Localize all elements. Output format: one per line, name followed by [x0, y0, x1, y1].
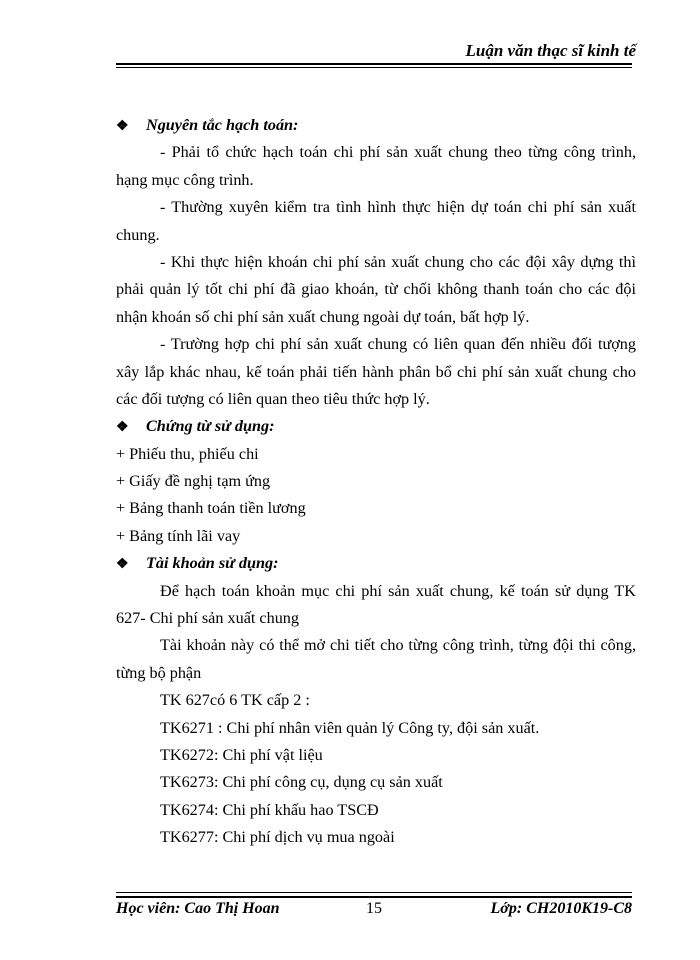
- paragraph-line: từng bộ phận: [116, 663, 202, 682]
- account-item: TK6277: Chi phí dịch vụ mua ngoài: [160, 828, 395, 847]
- list-item: + Giấy đề nghị tạm ứng: [116, 472, 271, 491]
- footer-student-name: Học viên: Cao Thị Hoan: [116, 900, 280, 917]
- account-item: TK6274: Chi phí khấu hao TSCĐ: [160, 800, 379, 819]
- page-body: [116, 112, 636, 852]
- account-intro: TK 627có 6 TK cấp 2 :: [160, 691, 310, 710]
- paragraph-line: xây lắp khác nhau, kế toán phải tiến hành phân bổ chi phí sản xuất chung cho: [116, 362, 636, 381]
- paragraph-line: chung.: [116, 225, 160, 244]
- paragraph-line: - Khi thực hiện khoán chi phí sản xuất chung cho các đội xây dựng thì: [160, 252, 636, 271]
- page-footer: [116, 900, 632, 922]
- footer-class-code: Lớp: CH2010K19-C8: [490, 900, 632, 917]
- paragraph-line: các đối tượng có liên quan theo tiêu thức hợp lý.: [116, 389, 430, 408]
- paragraph-line: - Trường hợp chi phí sản xuất chung có liên quan đến nhiều đối tượng: [160, 335, 636, 354]
- diamond-bullet-icon: ❖: [116, 420, 129, 436]
- paragraph-line: hạng mục công trình.: [116, 170, 254, 189]
- account-item: TK6273: Chi phí công cụ, dụng cụ sản xuất: [160, 773, 443, 792]
- paragraph-line: Để hạch toán khoản mục chi phí sản xuất chung, kế toán sử dụng TK: [160, 581, 636, 600]
- heading-text: Nguyên tắc hạch toán:: [146, 116, 299, 134]
- heading-text: Chứng từ sử dụng:: [146, 417, 275, 436]
- paragraph-line: 627- Chi phí sản xuất chung: [116, 609, 299, 628]
- list-item: + Bảng tính lãi vay: [116, 526, 241, 545]
- section-heading-tai-khoan: [116, 550, 636, 577]
- footer-rule-thick: [116, 896, 632, 898]
- account-item: TK6272: Chi phí vật liệu: [160, 745, 323, 764]
- paragraph-line: - Thường xuyên kiểm tra tình hình thực hiện dự toán chi phí sản xuất: [160, 198, 636, 217]
- diamond-bullet-icon: ❖: [116, 119, 129, 134]
- paragraph-line: Tài khoản này có thể mở chi tiết cho từng công trình, từng đội thi công,: [160, 636, 636, 655]
- header-rule-thick: [116, 63, 632, 65]
- paragraph-line: nhận khoán số chi phí sản xuất chung ngoài dự toán, bất hợp lý.: [116, 307, 530, 326]
- diamond-bullet-icon: ❖: [116, 557, 129, 573]
- account-item: TK6271 : Chi phí nhân viên quản lý Công ty, đội sản xuất.: [160, 718, 540, 737]
- list-item: + Bảng thanh toán tiền lương: [116, 499, 306, 518]
- page-number: 15: [366, 900, 382, 917]
- heading-text: Tài khoản sử dụng:: [146, 554, 279, 573]
- paragraph-line: phải quản lý tốt chi phí đã giao khoán, từ chối không thanh toán cho các đội: [116, 280, 636, 299]
- header-rule-thin: [116, 67, 632, 68]
- footer-rule-thin: [116, 892, 632, 893]
- list-item: + Phiếu thu, phiếu chi: [116, 444, 259, 463]
- section-heading-chung-tu: [116, 413, 636, 440]
- paragraph-line: - Phải tổ chức hạch toán chi phí sản xuất chung theo từng công trình,: [160, 143, 636, 162]
- running-header-title: Luận văn thạc sĩ kinh tế: [465, 41, 636, 60]
- section-heading-nguyen-tac: [116, 112, 636, 139]
